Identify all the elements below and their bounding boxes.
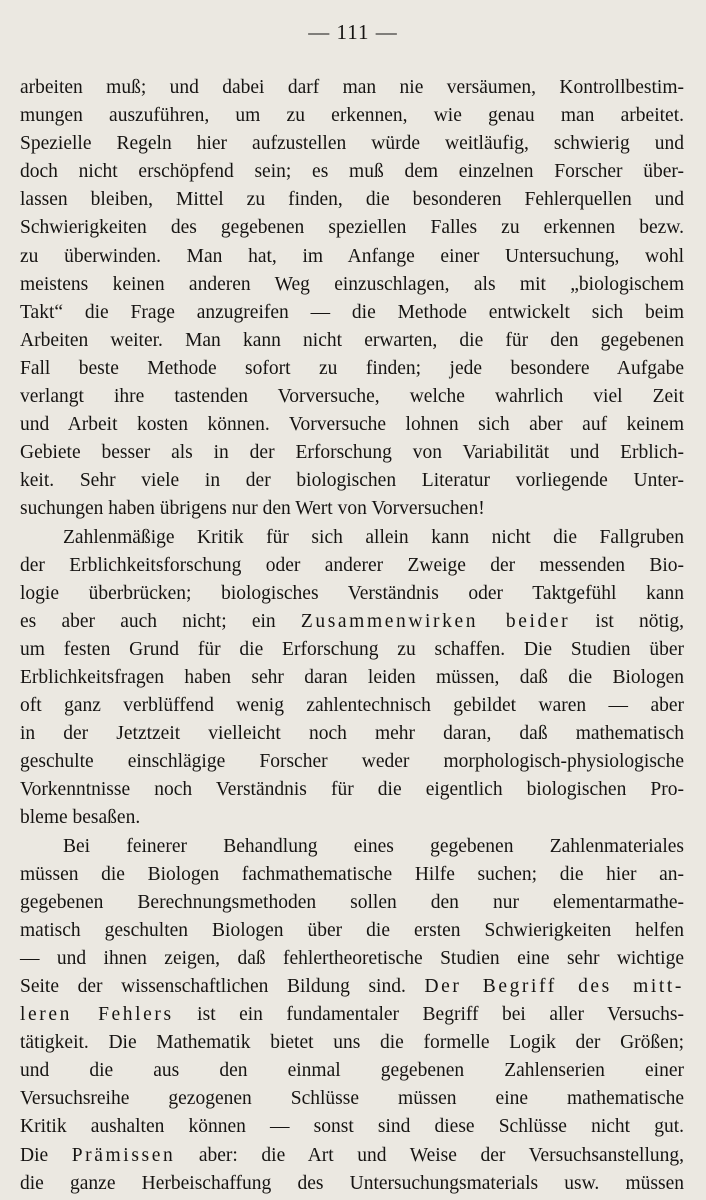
text-line: Versuchsreihe gezogenen Schlüsse müssen eine mathematische: [20, 1088, 684, 1110]
text-line: [20, 608, 684, 636]
spaced-emphasis: Prämissen: [71, 1144, 176, 1166]
text-line: mungen auszuführen, um zu erkennen, wie genau man arbeitet.: [20, 105, 684, 127]
text-line: arbeiten muß; und dabei darf man nie versäumen, Kontrollbestim-: [20, 77, 684, 98]
text-line: logie überbrücken; biologisches Verständnis oder Taktgefühl kann: [20, 582, 684, 604]
text-line: und Arbeit kosten können. Vorversuche lohnen sich aber auf keinem: [20, 414, 684, 436]
text-line: gegebenen Berechnungsmethoden sollen den nur elementarmathe-: [20, 891, 684, 913]
text-line: [20, 1001, 684, 1029]
text-line: Spezielle Regeln hier aufzustellen würde weitläufig, schwierig und: [20, 133, 684, 155]
text-line: verlangt ihre tastenden Vorversuche, welche wahrlich viel Zeit: [20, 386, 684, 408]
text-line: in der Jetztzeit vielleicht noch mehr daran, daß mathematisch: [20, 723, 684, 745]
spaced-emphasis: Der Begriff des mitt-: [424, 976, 684, 997]
text-line: lassen bleiben, Mittel zu finden, die besonderen Fehlerquellen und: [20, 189, 684, 211]
text-line: müssen die Biologen fachmathematische Hilfe suchen; die hier an-: [20, 863, 684, 885]
line-text: es aber auch nicht; ein: [20, 610, 301, 632]
line-text: Die: [20, 1144, 72, 1166]
text-line: Gebiete besser als in der Erforschung von Variabilität und Erblich-: [20, 442, 684, 464]
text-line: Arbeiten weiter. Man kann nicht erwarten, die für den gegebenen: [20, 329, 684, 351]
body-text: [20, 74, 684, 1198]
spaced-emphasis: leren Fehlers: [20, 1004, 174, 1026]
text-line: Vorkenntnisse noch Verständnis für die eigentlich biologischen Pro-: [20, 779, 684, 801]
text-line: [20, 973, 684, 1001]
text-line: zu überwinden. Man hat, im Anfange einer Untersuchung, wohl: [20, 245, 684, 267]
line-text: ist ein fundamentaler Begriff bei aller Versuchs-: [173, 1004, 684, 1026]
text-line: tätigkeit. Die Mathematik bietet uns die formelle Logik der Größen;: [20, 1032, 684, 1054]
text-line: Kritik aushalten können — sonst sind diese Schlüsse nicht gut.: [20, 1116, 684, 1138]
text-line: Fall beste Methode sofort zu finden; jede besondere Aufgabe: [20, 357, 684, 379]
text-line: Schwierigkeiten des gegebenen speziellen Falles zu erkennen bezw.: [20, 217, 684, 239]
text-line: Erblichkeitsfragen haben sehr daran leiden müssen, daß die Biologen: [20, 666, 684, 688]
text-line: um festen Grund für die Erforschung zu schaffen. Die Studien über: [20, 638, 684, 660]
line-text: aber: die Art und Weise der Versuchsanstellung,: [175, 1144, 685, 1166]
text-line: keit. Sehr viele in der biologischen Literatur vorliegende Unter-: [20, 470, 684, 492]
text-line: der Erblichkeitsforschung oder anderer Zweige der messenden Bio-: [20, 554, 684, 576]
text-line: Bei feinerer Behandlung eines gegebenen Zahlenmateriales: [63, 835, 684, 857]
page-number: — 111 —: [308, 20, 398, 44]
text-line: suchungen haben übrigens nur den Wert von Vorversuchen!: [20, 498, 485, 520]
text-line: meistens keinen anderen Weg einzuschlagen, als mit „biologischem: [20, 273, 684, 295]
text-line: die ganze Herbeischaffung des Untersuchungsmaterials usw. müssen: [20, 1172, 684, 1194]
text-line: Takt“ die Frage anzugreifen — die Methode entwickelt sich beim: [20, 301, 684, 323]
text-line: doch nicht erschöpfend sein; es muß dem einzelnen Forscher über-: [20, 161, 684, 183]
text-line: geschulte einschlägige Forscher weder morphologisch-physiologische: [20, 751, 684, 773]
text-line: — und ihnen zeigen, daß fehlertheoretische Studien eine sehr wichtige: [20, 947, 684, 969]
text-line: Zahlenmäßige Kritik für sich allein kann nicht die Fallgruben: [63, 526, 684, 548]
text-line: oft ganz verblüffend wenig zahlentechnisch gebildet waren — aber: [20, 695, 684, 717]
text-line: und die aus den einmal gegebenen Zahlenserien einer: [20, 1060, 684, 1082]
spaced-emphasis: Zusammenwirken beider: [300, 610, 571, 632]
line-text: ist nötig,: [570, 610, 684, 632]
text-line: [20, 1142, 684, 1170]
line-text: Seite der wissenschaftlichen Bildung sind.: [20, 976, 425, 997]
text-line: matisch geschulten Biologen über die ersten Schwierigkeiten helfen: [20, 919, 684, 941]
text-line: bleme besaßen.: [20, 807, 141, 829]
